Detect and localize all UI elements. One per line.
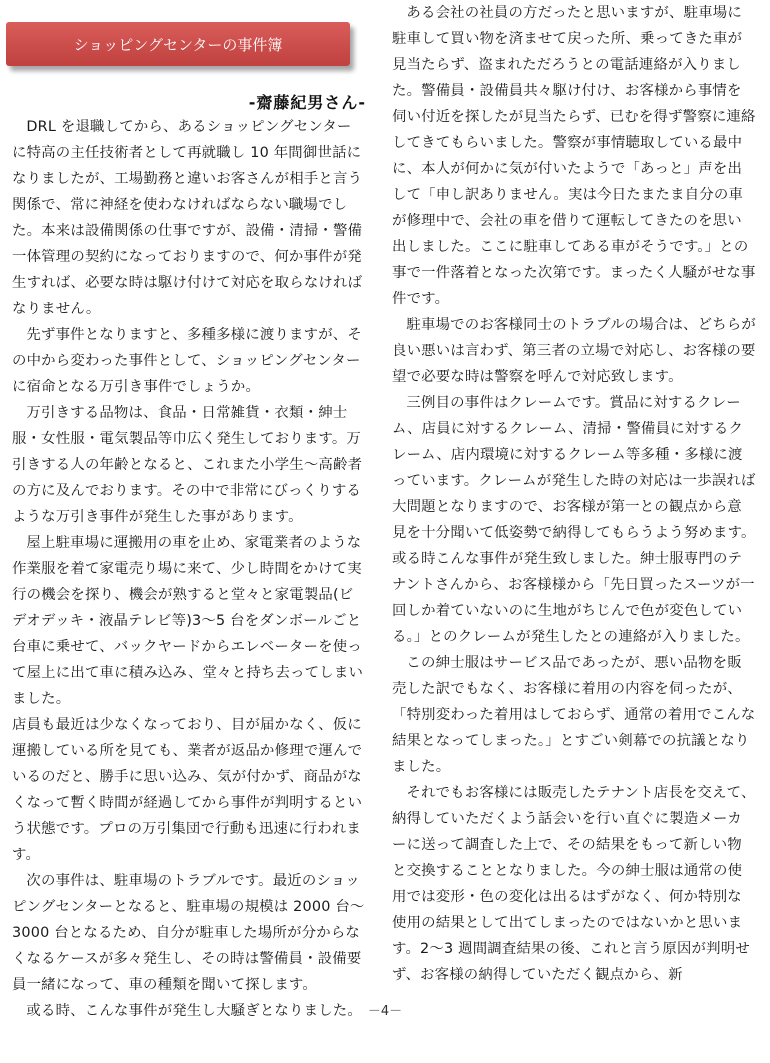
paragraph: 先ず事件となりますと、多種多様に渡りますが、その中から変わった事件として、ショッピングセンターに宿命となる万引き事件でしょうか。 (12, 327, 362, 395)
paragraph: 万引きする品物は、食品・日常雑貨・衣類・紳士服・女性服・電気製品等巾広く発生しております。万引きする人の年齢となると、これまた小学生～高齢者の方に及んでおります。その中で非常にびっくりするような万引き事件が発生した事があります。 (12, 405, 363, 525)
page-number: －4－ (367, 1004, 403, 1019)
left-column (12, 114, 366, 1024)
paragraph: この紳士服はサービス品であったが、悪い品物を販売した訳でもなく、お客様に着用の内容を伺ったが、「特別変わった着用はしておらず、通常の着用でこんな結果となってしまった。」とすごい剣幕での抗議となりました。 (392, 655, 756, 775)
author-byline: -齋藤紀男さん- (248, 93, 366, 112)
paragraph: 屋上駐車場に運搬用の車を止め、家電業者のような作業服を着て家電売り場に来て、少し時間をかけて実行の機会を探り、機会が熟すると堂々と家電製品(ビデオデッキ・液晶テレビ等)3～5 台をダンボールごと台車に乗せて、バックヤードからエレベーターを使って屋上に出て車に積み込み、堂々と持ち去ってしまいました。 (12, 535, 364, 707)
paragraph: DRL を退職してから、あるショッピングセンターに特高の主任技術者として再就職し 10 年間御世話になりましたが、工場勤務と違いお客さんが相手と言う関係で、常に神経を使わなければならない職場でした。本来は設備関係の仕事ですが、設備・清掃・警備一体管理の契約になっておりますので、何か事件が発生すれば、必要な時は駆け付けて対応を取らなければなりません。 (12, 119, 363, 317)
paragraph: 或る時、こんな事件が発生し大騒ぎとなりました。 (26, 1003, 362, 1019)
paragraph: それでもお客様には販売したテナント店長を交えて、納得していただくよう話会いを行い直ぐに製造メーカーに送って調査した上で、その結果をもって新しい物と交換することとなりました。今の紳士服は通常の使用では変形・色の変化は出るはずがなく、何か特別な使用の結果として出てしまったのではないかと思います。2～3 週間調査結果の後、これと言う原因が判明せず、お客様の納得していただく観点から、新 (392, 785, 756, 983)
paragraph: 次の事件は、駐車場のトラブルです。最近のショッピングセンターとなると、駐車場の規模は 2000 台～3000 台となるため、自分が駐車した場所が分からなくなるケースが多々発生し、その時は警備員・設備要員一緒になって、車の種類を聞いて探します。 (12, 873, 365, 993)
paragraph: 店員も最近は少なくなっており、目が届かなく、仮に運搬している所を見ても、業者が返品か修理で運んでいるのだと、勝手に思い込み、気が付かず、商品がなくなって暫く時間が経過してから事件が判明するという状態です。プロの万引集団で行動も迅速に行われます。 (12, 717, 363, 863)
article-title: ショッピングセンターの事件簿 (73, 36, 283, 54)
right-column (392, 0, 756, 988)
paragraph: 駐車場でのお客様同士のトラブルの場合は、どちらが良い悪いは言わず、第三者の立場で対応し、お客様の要望で必要な時は警察を呼んで対応致します。 (392, 317, 756, 385)
paragraph: ある会社の社員の方だったと思いますが、駐車場に駐車して買い物を済ませて戻った所、乗ってきた車が見当たらず、盗まれただろうとの電話連絡が入りました。警備員・設備員共々駆け付け、お客様から事情を伺い付近を探したが見当たらず、已むを得ず警察に連絡してきてもらいました。警察が事情聴取している最中に、本人が何かに気が付いたようで「あっと」声を出して「申し訳ありません。実は今日たまたま自分の車が修理中で、会社の車を借りて運転してきたのを思い出しました。ここに駐車してある車がそうです。」との事で一件落着となった次第です。まったく人騒がせな事件です。 (392, 5, 756, 307)
paragraph: 三例目の事件はクレームです。賞品に対するクレーム、店員に対するクレーム、清掃・警備員に対するクレーム、店内環境に対するクレーム等多種・多様に渡っています。クレームが発生した時の対応は一歩誤れば大問題となりますので、お客様が第一との観点から意見を十分聞いて低姿勢で納得してもらうよう努めます。或る時こんな事件が発生致しました。紳士服専門のテナントさんから、お客様様から「先日買ったスーツが一回しか着ていないのに生地がちじんで色が変色している。」とのクレームが発生したとの連絡が入りました。 (392, 395, 756, 645)
title-banner (6, 22, 350, 66)
